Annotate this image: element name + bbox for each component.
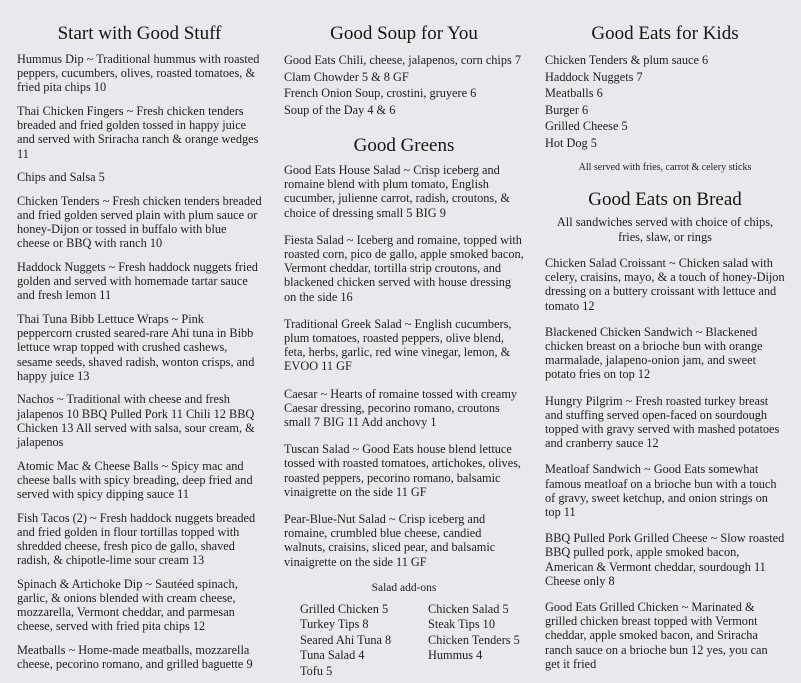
kids-note: All served with fries, carrot & celery sticks bbox=[578, 162, 752, 173]
sandwich-item: BBQ Pulled Pork Grilled Cheese ~ Slow roasted BBQ pulled pork, apple smoked bacon, American & Vermont cheddar, sourdough 11 Cheese only 8 bbox=[545, 531, 785, 588]
soup-greens-column bbox=[284, 0, 524, 679]
sandwich-item: Meatloaf Sandwich ~ Good Eats somewhat famous meatloaf on a brioche bun with a touch of gravy, sweet ketchup, and onion strings on top 11 bbox=[545, 462, 777, 520]
addons-heading: Salad add-ons bbox=[371, 581, 437, 594]
menu-item: Atomic Mac & Cheese Balls ~ Spicy mac and cheese balls with spicy breading, deep fried and served with spicy dipping sauce 11 bbox=[17, 458, 253, 502]
salad-item: Good Eats House Salad ~ Crisp iceberg and romaine blend with plum tomato, English cucumber, julienne carrot, radish, croutons, & choice of dressing small 5 BIG 9 bbox=[284, 163, 510, 220]
menu-item: Fish Tacos (2) ~ Fresh haddock nuggets breaded and fried golden in flour tortillas topped with shredded cheese, fresh pico de gallo, shaved radish, & chipotle-lime sour cream 13 bbox=[17, 510, 256, 568]
kids-list bbox=[545, 52, 785, 151]
salad-item: Tuscan Salad ~ Good Eats house blend lettuce tossed with roasted tomatoes, artichokes, olives, roasted peppers, pecorino romano, balsamic vinaigrette on the side 11 GF bbox=[284, 442, 522, 499]
starters-list bbox=[17, 52, 262, 671]
addon-item: Hummus 4 bbox=[428, 648, 483, 663]
addon-item: Chicken Tenders 5 bbox=[428, 632, 520, 647]
bread-intro: All sandwiches served with choice of chips, fries, slaw, or rings bbox=[556, 215, 774, 244]
bread-heading: Good Eats on Bread bbox=[588, 189, 742, 210]
starters-heading: Start with Good Stuff bbox=[57, 23, 222, 44]
greens-heading: Good Greens bbox=[353, 135, 455, 156]
menu-item: Thai Tuna Bibb Lettuce Wraps ~ Pink peppercorn crusted seared-rare Ahi tuna in Bibb lettuce wrap topped with crushed cashews, sesame seeds, shaved radish, wonton crisps, and happy juice 13 bbox=[17, 312, 255, 383]
salad-item: Fiesta Salad ~ Iceberg and romaine, topped with roasted corn, pico de gallo, apple smoked bacon, Vermont cheddar, tortilla strip croutons, and blackened chicken served with house dressing on the side 16 bbox=[284, 232, 524, 304]
sandwich-item: Hungry Pilgrim ~ Fresh roasted turkey breast and stuffing served open-faced on sourdough topped with gravy served with mashed potatoes and cranberry sauce 12 bbox=[545, 393, 780, 451]
kids-item: Grilled Cheese 5 bbox=[545, 119, 628, 133]
sandwich-item: Good Eats Grilled Chicken ~ Marinated & grilled chicken breast topped with Vermont cheddar, apple smoked bacon, and Sriracha ranch sauce on a brioche bun 12 yes, you can get it fried bbox=[545, 600, 768, 671]
soup-list bbox=[284, 52, 524, 118]
soup-heading: Good Soup for You bbox=[330, 23, 478, 44]
menu-item: Spinach & Artichoke Dip ~ Sautéed spinach, garlic, & onions blended with cream cheese, mozzarella, Vermont cheddar, and parmesan cheese, served with fried pita chips 12 bbox=[17, 576, 238, 634]
addon-item: Seared Ahi Tuna 8 bbox=[300, 632, 392, 647]
kids-item: Meatballs 6 bbox=[545, 86, 603, 100]
kids-item: Hot Dog 5 bbox=[545, 135, 597, 150]
addon-item: Turkey Tips 8 bbox=[300, 617, 369, 632]
menu-item: Chicken Tenders ~ Fresh chicken tenders breaded and fried golden served plain with plum sauce or honey-Dijon or tossed in buffalo with blue cheese or BBQ with ranch 10 bbox=[17, 193, 262, 251]
sandwich-item: Chicken Salad Croissant ~ Chicken salad with celery, craisins, mayo, & a touch of honey-Dijon dressing on a buttery croissant with lettuce and tomato 12 bbox=[545, 256, 785, 313]
salad-item: Pear-Blue-Nut Salad ~ Crisp iceberg and romaine, crumbled blue cheese, candied walnuts, craisins, sliced pear, and balsamic vinaigrette on the side 11 GF bbox=[284, 512, 496, 569]
salad-item: Caesar ~ Hearts of romaine tossed with creamy Caesar dressing, pecorino romano, croutons small 7 BIG 11 Add anchovy 1 bbox=[284, 386, 518, 430]
menu-item: Haddock Nuggets ~ Fresh haddock nuggets fried golden and served with homemade tartar sauce and fresh lemon 11 bbox=[17, 260, 258, 303]
soup-item: Soup of the Day 4 & 6 bbox=[284, 102, 396, 117]
addon-item: Tuna Salad 4 bbox=[300, 648, 365, 663]
menu-item: Hummus Dip ~ Traditional hummus with roasted peppers, cucumbers, olives, roasted tomatoes, & fried pita chips 10 bbox=[17, 52, 260, 95]
kids-heading: Good Eats for Kids bbox=[591, 23, 739, 44]
kids-item: Burger 6 bbox=[545, 102, 589, 117]
addon-item: Grilled Chicken 5 bbox=[300, 601, 389, 616]
addon-item: Chicken Salad 5 bbox=[428, 601, 509, 616]
addons-grid bbox=[284, 602, 524, 680]
greens-list bbox=[284, 163, 524, 569]
soup-item: Good Eats Chili, cheese, jalapenos, corn chips 7 bbox=[284, 53, 521, 67]
menu-item: Nachos ~ Traditional with cheese and fresh jalapenos 10 BBQ Pulled Pork 11 Chili 12 BBQ Chicken 13 All served with salsa, sour cream, & jalapenos bbox=[17, 392, 255, 450]
starters-column bbox=[17, 0, 262, 681]
addon-item: Tofu 5 bbox=[300, 663, 333, 678]
addon-item: Steak Tips 10 bbox=[428, 617, 495, 632]
menu-item: Meatballs ~ Home-made meatballs, mozzarella cheese, pecorino romano, and grilled baguette 9 bbox=[17, 643, 253, 672]
kids-bread-column bbox=[545, 0, 785, 683]
soup-item: Clam Chowder 5 & 8 GF bbox=[284, 69, 409, 84]
menu-item: Thai Chicken Fingers ~ Fresh chicken tenders breaded and fried golden tossed in happy juice and served with Sriracha ranch & orange wedges 11 bbox=[17, 104, 259, 161]
soup-item: French Onion Soup, crostini, gruyere 6 bbox=[284, 86, 477, 100]
kids-item: Chicken Tenders & plum sauce 6 bbox=[545, 53, 709, 67]
kids-item: Haddock Nuggets 7 bbox=[545, 69, 643, 84]
sandwich-item: Blackened Chicken Sandwich ~ Blackened chicken breast on a brioche bun with orange marmalade, jalapeno-onion jam, and sweet potato fries on top 12 bbox=[545, 324, 763, 382]
bread-list bbox=[545, 256, 785, 671]
salad-item: Traditional Greek Salad ~ English cucumbers, plum tomatoes, roasted peppers, olive blend, feta, herbs, garlic, red wine vinegar, lemon, & EVOO 11 GF bbox=[284, 316, 512, 374]
menu-item: Chips and Salsa 5 bbox=[17, 170, 105, 185]
